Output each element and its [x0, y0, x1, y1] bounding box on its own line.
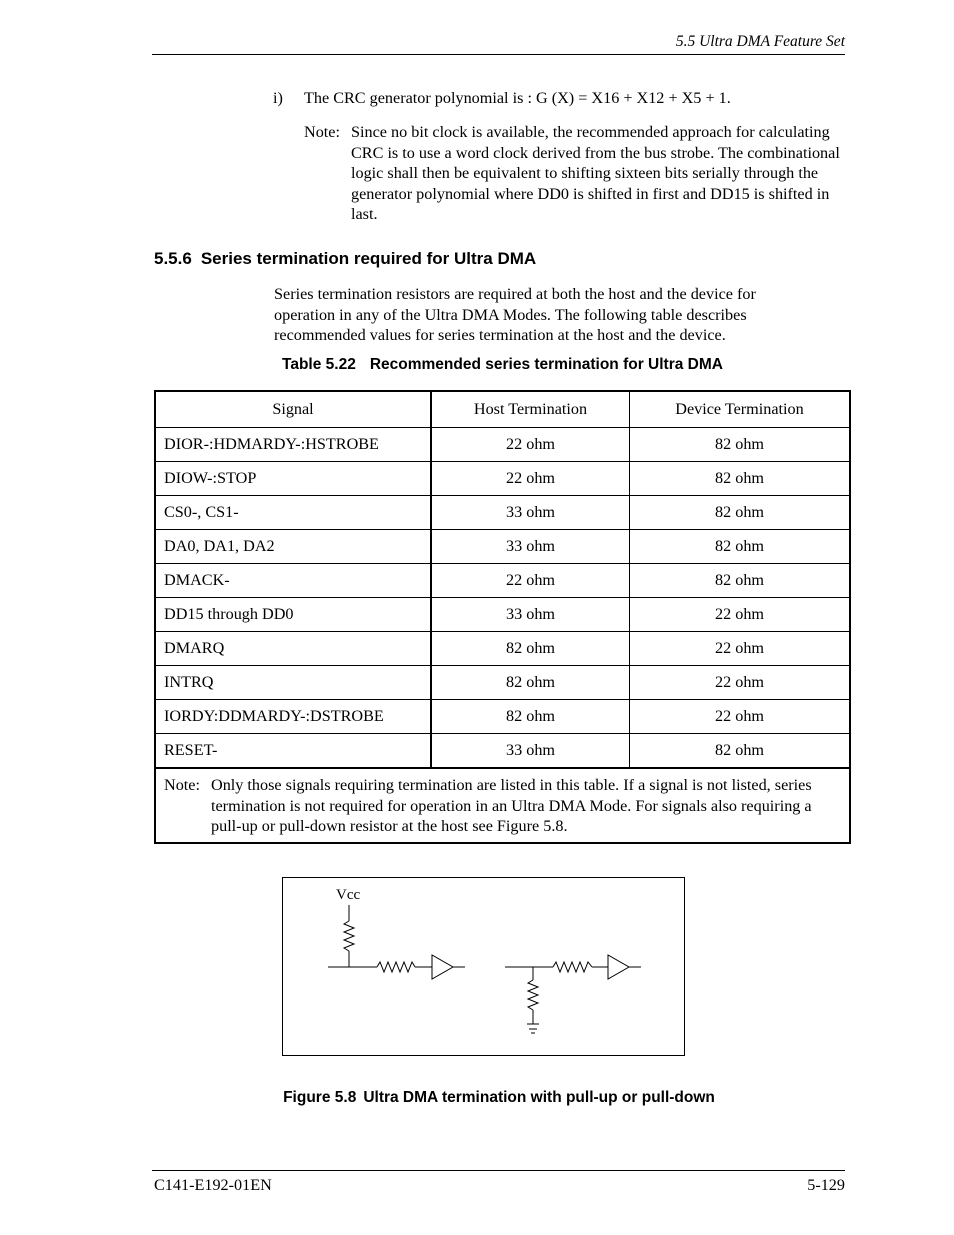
signal-cell: DMACK- [155, 564, 431, 598]
signal-cell: DMARQ [155, 632, 431, 666]
host-termination-cell: 33 ohm [431, 598, 630, 632]
termination-diagram [282, 877, 685, 1056]
host-termination-cell: 33 ohm [431, 530, 630, 564]
crc-item-number: i) [273, 89, 283, 107]
column-header-signal: Signal [155, 391, 431, 428]
footer-page-number: 5-129 [807, 1176, 845, 1194]
section-paragraph: Series termination resistors are required at both the host and the device for operation in any of the Ultra DMA Modes. The following table describes recommended values for series termination at the host and the device. [274, 285, 756, 344]
host-termination-cell: 82 ohm [431, 632, 630, 666]
table-note-text: Only those signals requiring termination are listed in this table. If a signal is not listed, series termination is not required for operation in an Ultra DMA Mode. For signals also requiring a pull-up or pull-down resistor at the host see Figure 5.8. [211, 776, 812, 835]
figure-caption-title: Ultra DMA termination with pull-up or pull-down [363, 1089, 715, 1106]
buffer-triangle-left [432, 955, 453, 979]
device-termination-cell: 82 ohm [630, 428, 851, 462]
table-caption-title: Recommended series termination for Ultra DMA [369, 356, 723, 373]
table-row [155, 462, 850, 496]
device-termination-cell: 82 ohm [630, 734, 851, 769]
termination-table [154, 390, 851, 844]
figure-caption-number: Figure 5.8 [283, 1089, 357, 1106]
host-termination-cell: 33 ohm [431, 734, 630, 769]
crc-note-text: Since no bit clock is available, the recommended approach for calculating CRC is to use a word clock derived from the bus strobe. The combinational logic shall then be equivalent to shifting sixteen bits serially through the generator polynomial where DD0 is shifted in first and DD15 is shifted in last. [351, 123, 840, 223]
series-resistor-right [553, 962, 592, 972]
crc-item-text: The CRC generator polynomial is : G (X) = X16 + X12 + X5 + 1. [304, 89, 731, 107]
host-termination-cell: 82 ohm [431, 666, 630, 700]
table-row [155, 734, 850, 769]
signal-cell: DA0, DA1, DA2 [155, 530, 431, 564]
column-header-device: Device Termination [630, 391, 851, 428]
footer-rule [152, 1170, 845, 1171]
pull-up-resistor [344, 921, 354, 951]
crc-note [304, 122, 844, 225]
device-termination-cell: 82 ohm [630, 496, 851, 530]
host-termination-cell: 22 ohm [431, 462, 630, 496]
host-termination-cell: 22 ohm [431, 428, 630, 462]
running-header [152, 32, 845, 55]
table-row [155, 530, 850, 564]
table-row [155, 598, 850, 632]
device-termination-cell: 22 ohm [630, 598, 851, 632]
signal-cell: DIOW-:STOP [155, 462, 431, 496]
pull-down-resistor [528, 980, 538, 1010]
table-caption-number: Table 5.22 [282, 356, 356, 373]
signal-cell: IORDY:DDMARDY-:DSTROBE [155, 700, 431, 734]
signal-cell: DD15 through DD0 [155, 598, 431, 632]
device-termination-cell: 22 ohm [630, 666, 851, 700]
signal-cell: RESET- [155, 734, 431, 769]
device-termination-cell: 22 ohm [630, 700, 851, 734]
signal-cell: CS0-, CS1- [155, 496, 431, 530]
device-termination-cell: 82 ohm [630, 462, 851, 496]
table-note [155, 768, 850, 843]
device-termination-cell: 82 ohm [630, 564, 851, 598]
table-row [155, 496, 850, 530]
signal-cell: INTRQ [155, 666, 431, 700]
signal-cell: DIOR-:HDMARDY-:HSTROBE [155, 428, 431, 462]
footer-doc-id: C141-E192-01EN [154, 1176, 272, 1194]
crc-note-label: Note: [304, 123, 340, 141]
table-header-row [155, 391, 850, 428]
termination-schematic [283, 878, 684, 1055]
series-resistor-left [377, 962, 415, 972]
host-termination-cell: 33 ohm [431, 496, 630, 530]
table-row [155, 564, 850, 598]
table-row [155, 632, 850, 666]
column-header-host: Host Termination [431, 391, 630, 428]
crc-item [273, 88, 731, 109]
pull-down-circuit [505, 955, 641, 1033]
device-termination-cell: 82 ohm [630, 530, 851, 564]
section-title: Series termination required for Ultra DMA [200, 249, 537, 268]
vcc-label: Vcc [336, 887, 361, 903]
section-heading [154, 248, 536, 270]
table-row [155, 666, 850, 700]
buffer-triangle-right [608, 955, 629, 979]
section-number: 5.5.6 [154, 249, 192, 268]
figure-caption [154, 1088, 844, 1108]
table-row [155, 428, 850, 462]
table-note-row [155, 768, 850, 843]
device-termination-cell: 22 ohm [630, 632, 851, 666]
running-title: 5.5 Ultra DMA Feature Set [675, 33, 845, 50]
host-termination-cell: 22 ohm [431, 564, 630, 598]
table-caption [154, 355, 851, 375]
table-note-label: Note: [164, 776, 200, 794]
pull-up-circuit [328, 905, 465, 979]
table-row [155, 700, 850, 734]
host-termination-cell: 82 ohm [431, 700, 630, 734]
